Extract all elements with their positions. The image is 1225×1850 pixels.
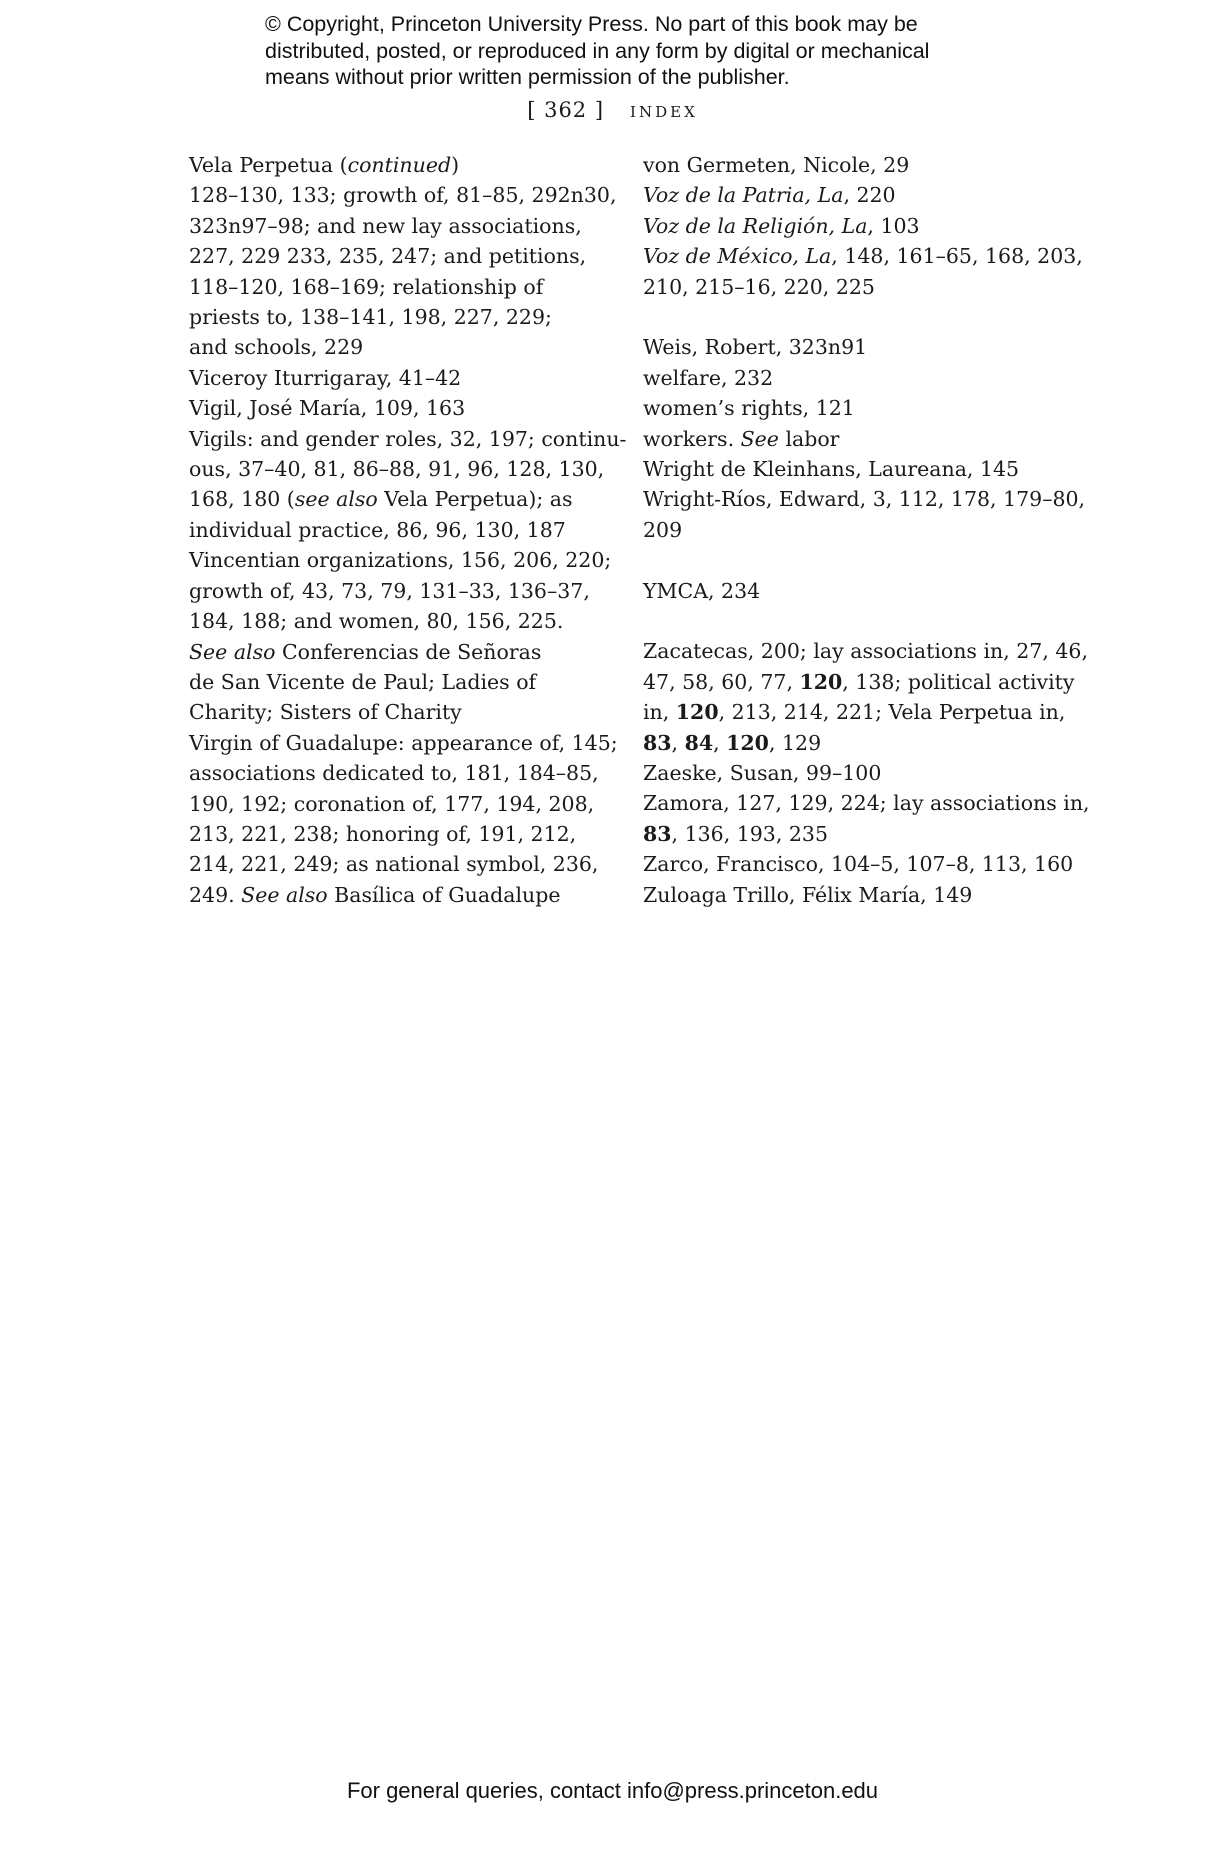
index-column-left bbox=[189, 150, 627, 910]
entry-text: individual practice, 86, 96, 130, 187 bbox=[189, 517, 566, 542]
entry-text: , 129 bbox=[768, 730, 822, 755]
entry-text: women’s rights, 121 bbox=[643, 396, 855, 421]
index-entry-continuation-line bbox=[189, 241, 619, 271]
index-entry-continuation-line bbox=[189, 484, 619, 514]
entry-text: , 220 bbox=[843, 183, 896, 208]
index-entry-continuation-line bbox=[189, 819, 619, 849]
index-entry-continuation-line bbox=[189, 302, 619, 332]
entry-text: labor bbox=[778, 426, 840, 451]
index-entry-continuation-line bbox=[643, 515, 1063, 545]
index-entry bbox=[643, 788, 1090, 849]
section-title: index bbox=[630, 98, 698, 122]
entry-text: Zaeske, Susan, 99–100 bbox=[643, 761, 882, 786]
italic-text: Voz de México, La bbox=[643, 244, 832, 269]
index-entry-continuation-line bbox=[189, 576, 619, 606]
entry-text: 323n97–98; and new lay associations, bbox=[189, 213, 582, 238]
entry-text: 168, 180 ( bbox=[189, 487, 295, 512]
italic-text: Voz de la Patria, La bbox=[643, 183, 844, 208]
index-entry-heading-line bbox=[643, 363, 1063, 393]
entry-text: 227, 229 233, 235, 247; and petitions, bbox=[189, 244, 587, 269]
letter-group-gap bbox=[643, 545, 1063, 575]
index-entry-heading-line bbox=[643, 150, 1063, 180]
entry-text: Vigil, José María, 109, 163 bbox=[189, 396, 466, 421]
copyright-line: distributed, posted, or reproduced in any form by digital or mechanical bbox=[265, 38, 930, 63]
entry-text: , 148, 161–65, 168, 203, bbox=[831, 244, 1083, 269]
index-entry-heading-line bbox=[643, 849, 1074, 879]
index-entry bbox=[643, 484, 1086, 545]
entry-text: workers. bbox=[643, 426, 741, 451]
entry-text: Wright-Ríos, Edward, 3, 112, 178, 179–80, bbox=[643, 487, 1086, 512]
index-entry bbox=[643, 393, 1063, 423]
bold-page-ref: 120 bbox=[675, 700, 719, 725]
index-entry-continuation-line bbox=[189, 454, 619, 484]
index-entry-continuation-line bbox=[189, 606, 619, 636]
entry-text: growth of, 43, 73, 79, 131–33, 136–37, bbox=[189, 578, 590, 603]
index-entry bbox=[189, 150, 619, 363]
entry-text: de San Vicente de Paul; Ladies of bbox=[189, 669, 537, 694]
index-entry-continuation-line bbox=[189, 697, 619, 727]
index-entry-continuation-line bbox=[643, 667, 1075, 697]
index-entry-continuation-line bbox=[189, 211, 619, 241]
index-entry-continuation-line bbox=[189, 515, 619, 545]
entry-text: 249. bbox=[189, 882, 242, 907]
index-entry-heading-line bbox=[643, 484, 1086, 514]
index-entry-continuation-line bbox=[189, 880, 619, 910]
index-entry bbox=[643, 454, 1063, 484]
entry-text: von Germeten, Nicole, 29 bbox=[643, 153, 910, 177]
entry-text: Wright de Kleinhans, Laureana, 145 bbox=[643, 457, 1020, 482]
index-entry bbox=[643, 636, 1088, 758]
entry-text: , 136, 193, 235 bbox=[671, 821, 829, 846]
entry-text: Basílica of Guadalupe bbox=[327, 882, 561, 907]
index-entry-heading-line bbox=[643, 576, 1063, 606]
entry-text: 190, 192; coronation of, 177, 194, 208, bbox=[189, 791, 595, 816]
index-entry-heading-line bbox=[643, 424, 1063, 454]
entry-text: , 103 bbox=[867, 213, 920, 238]
entry-text: 210, 215–16, 220, 225 bbox=[643, 274, 875, 299]
index-entry bbox=[643, 211, 1063, 241]
index-entry bbox=[189, 363, 619, 393]
letter-group-gap bbox=[643, 606, 1063, 636]
index-entry-continuation-line bbox=[189, 332, 619, 362]
index-entry bbox=[189, 728, 619, 910]
copyright-line: means without prior written permission of the publisher. bbox=[265, 65, 790, 89]
index-entry-heading-line bbox=[643, 332, 1063, 362]
index-entry-heading-line bbox=[643, 393, 1063, 423]
index-entry-heading-line bbox=[643, 636, 1088, 666]
index-entry-heading-line bbox=[189, 393, 619, 423]
index-entry-heading-line bbox=[643, 241, 1083, 271]
entry-text: Charity; Sisters of Charity bbox=[189, 700, 462, 725]
entry-text: YMCA, 234 bbox=[643, 578, 761, 603]
index-entry bbox=[643, 241, 1083, 302]
entry-text: , bbox=[713, 730, 727, 755]
bold-page-ref: 83 bbox=[643, 730, 672, 755]
index-entry bbox=[643, 576, 1063, 606]
index-entry-continuation-line bbox=[189, 667, 619, 697]
index-entry-heading-line bbox=[189, 728, 619, 758]
italic-text: See also bbox=[241, 882, 328, 907]
index-entry-heading-line bbox=[643, 788, 1090, 818]
index-column-right bbox=[643, 150, 1090, 910]
index-entry bbox=[643, 363, 1063, 393]
italic-text: See also bbox=[189, 639, 276, 664]
entry-text: Vela Perpetua); as bbox=[377, 487, 573, 512]
index-entry bbox=[643, 880, 1063, 910]
entry-text: Vela Perpetua ( bbox=[189, 153, 348, 177]
entry-text: priests to, 138–141, 198, 227, 229; bbox=[189, 305, 552, 330]
entry-text: Virgin of Guadalupe: appearance of, 145; bbox=[189, 730, 618, 755]
index-entry bbox=[643, 180, 1063, 210]
index-entry-heading-line bbox=[643, 211, 1063, 241]
entry-text: , 138; political activity bbox=[842, 669, 1075, 694]
italic-text: see also bbox=[294, 487, 378, 512]
entry-text: associations dedicated to, 181, 184–85, bbox=[189, 761, 599, 786]
copyright-notice bbox=[265, 11, 985, 91]
bold-page-ref: 84 bbox=[684, 730, 714, 755]
index-entry-continuation-line bbox=[189, 789, 619, 819]
index-entry-continuation-line bbox=[643, 272, 1063, 302]
entry-text: 118–120, 168–169; relationship of bbox=[189, 274, 544, 299]
entry-text: , bbox=[671, 730, 685, 755]
index-entry bbox=[189, 424, 627, 546]
index-entry-continuation-line bbox=[189, 849, 619, 879]
index-entry-continuation-line bbox=[189, 758, 619, 788]
page-number: [ 362 ] bbox=[527, 98, 605, 122]
entry-text: Viceroy Iturrigaray, 41–42 bbox=[189, 365, 462, 390]
entry-text: 214, 221, 249; as national symbol, 236, bbox=[189, 852, 599, 877]
entry-text: 47, 58, 60, 77, bbox=[643, 669, 800, 694]
index-entry-continuation-line bbox=[189, 272, 619, 302]
entry-text: 213, 221, 238; honoring of, 191, 212, bbox=[189, 821, 577, 846]
running-head bbox=[0, 96, 1225, 124]
index-entry-heading-line bbox=[189, 363, 619, 393]
entry-text: 184, 188; and women, 80, 156, 225. bbox=[189, 609, 564, 634]
index-entry-continuation-line bbox=[643, 697, 1066, 727]
entry-text: Weis, Robert, 323n91 bbox=[643, 335, 868, 360]
entry-text: , 213, 214, 221; Vela Perpetua in, bbox=[718, 700, 1066, 725]
entry-text: in, bbox=[643, 700, 676, 725]
index-entry bbox=[643, 332, 1063, 362]
index-entry-continuation-line bbox=[189, 637, 619, 667]
entry-text: Zuloaga Trillo, Félix María, 149 bbox=[643, 882, 973, 907]
entry-text: Vigils: and gender roles, 32, 197; continu- bbox=[189, 426, 627, 451]
index-entry bbox=[643, 849, 1074, 879]
bold-page-ref: 120 bbox=[799, 669, 843, 694]
index-entry-continuation-line bbox=[189, 180, 619, 210]
letter-group-gap bbox=[643, 302, 1063, 332]
index-entry bbox=[643, 758, 1063, 788]
index-entry bbox=[643, 424, 1063, 454]
bold-page-ref: 83 bbox=[643, 821, 672, 846]
index-entry bbox=[189, 545, 619, 727]
entry-text: Conferencias de Señoras bbox=[275, 639, 542, 664]
copyright-line: © Copyright, Princeton University Press. No part of this book may be bbox=[265, 12, 918, 36]
index-entry-heading-line bbox=[643, 880, 1063, 910]
entry-text: Zarco, Francisco, 104–5, 107–8, 113, 160 bbox=[643, 852, 1074, 877]
index-entry-heading-line bbox=[189, 545, 619, 575]
entry-text: ous, 37–40, 81, 86–88, 91, 96, 128, 130, bbox=[189, 457, 605, 482]
footer-contact: For general queries, contact info@press.princeton.edu bbox=[346, 1778, 879, 1803]
entry-text: 209 bbox=[643, 517, 683, 542]
index-entry-continuation-line bbox=[643, 728, 1063, 758]
index-entry-continuation-line bbox=[643, 819, 1063, 849]
index-entry-heading-line bbox=[643, 180, 1063, 210]
italic-text: See bbox=[740, 426, 779, 451]
index-entry-heading-line bbox=[189, 424, 627, 454]
entry-text: and schools, 229 bbox=[189, 335, 364, 360]
entry-text: Zacatecas, 200; lay associations in, 27, 46, bbox=[643, 639, 1088, 664]
bold-page-ref: 120 bbox=[726, 730, 769, 755]
index-entry-heading-line bbox=[189, 150, 619, 180]
entry-text: Zamora, 127, 129, 224; lay associations in, bbox=[643, 791, 1090, 816]
entry-text: ) bbox=[451, 153, 460, 177]
entry-text: 128–130, 133; growth of, 81–85, 292n30, bbox=[189, 183, 617, 208]
italic-text: Voz de la Religión, La bbox=[643, 213, 868, 238]
italic-text: continued bbox=[347, 153, 452, 177]
index-entry-heading-line bbox=[643, 454, 1063, 484]
entry-text: welfare, 232 bbox=[643, 365, 774, 390]
index-entry bbox=[643, 150, 1063, 180]
index-entry bbox=[189, 393, 619, 423]
entry-text: Vincentian organizations, 156, 206, 220; bbox=[189, 548, 612, 573]
index-entry-heading-line bbox=[643, 758, 1063, 788]
